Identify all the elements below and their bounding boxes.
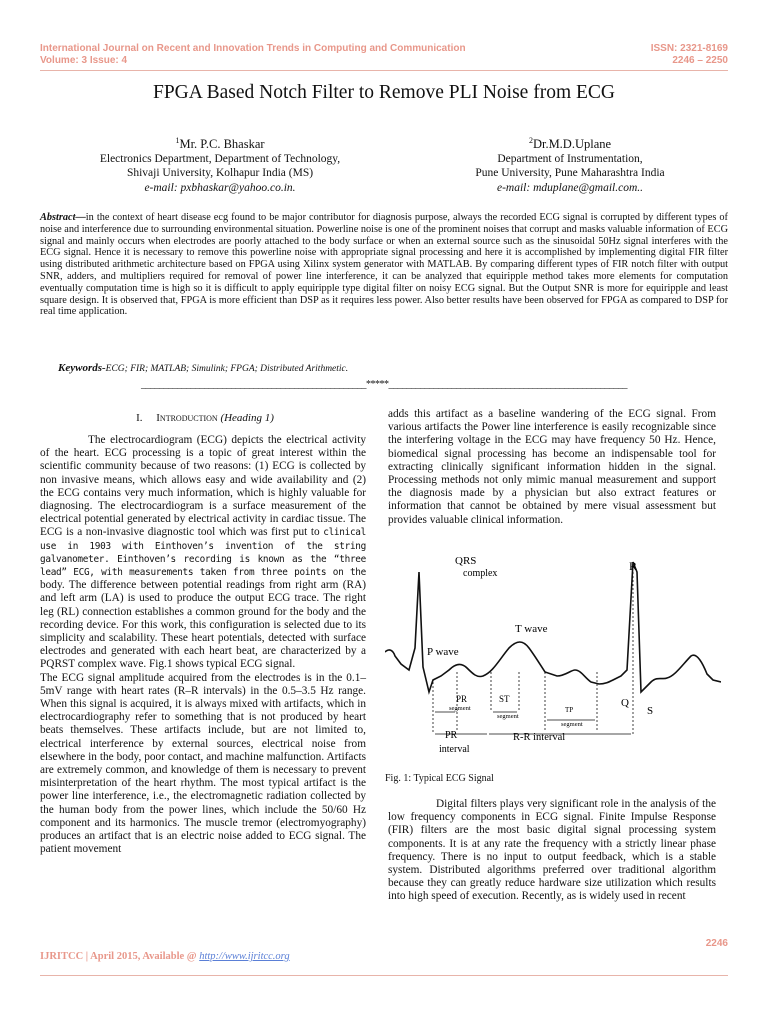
section-separator: __________________________________________________*****_____________________________________________________ [141, 379, 627, 390]
label-p-wave: P wave [427, 646, 459, 658]
right-column-bottom [388, 798, 716, 904]
abstract-label: Abstract— [40, 212, 86, 223]
label-qrs-complex: complex [463, 568, 498, 579]
heading-note: (Heading 1) [220, 412, 274, 424]
intro-paragraph-2: The ECG signal amplitude acquired from the electrodes is in the 0.1–5mV range with heart rates (R–R intervals) in the 0.5–3.5 Hz range. When this signal is acquired, it is always mixed with artifacts, which in electrocardiography refer to something that is not produced by heart beats themselves. These artifacts include, but are not limited to, electrical interference by external sources, electrical noise from elsewhere in the body, poor contact, and machine malfunction. Artifacts are extremely common, and knowledge of them is necessary to prevent misinterpretation of the heart rhythm. The most typical artifact is the power line interference, i.e., the electromagnetic radiation collected by the human body from the power lines, which include the 50/60 Hz component and its harmonics. The muscle tremor (electromyography) produces an artifact that is an electric noise added to ECG signal. The patient movement [40, 671, 366, 856]
author-1-sup: 1 [175, 136, 180, 145]
author-2-affil-1: Department of Instrumentation, [497, 152, 643, 165]
right-column-top [388, 408, 716, 527]
label-tp-segment-2: segment [561, 721, 583, 728]
label-pr-interval-2: interval [439, 744, 470, 755]
section-heading [40, 412, 370, 424]
journal-name: International Journal on Recent and Innovation Trends in Computing and Communication [40, 43, 466, 54]
intro-text-a: The electrocardiogram (ECG) depicts the electrical activity of the heart. ECG processing is a topic of great interest within the scientific community because of two reasons: (1) ECG is collected by non invasive means, which allows easy and wide availability and (2) the ECG contains very much information, which is highly valuable for diagnosing. The electrocardiogram is a surface measurement of the electrical potential generated by electrical activity in cardiac tissue. The ECG is a non-invasive diagnostic tool which was first put to [40, 434, 366, 539]
journal-volume: Volume: 3 Issue: 4 [40, 55, 128, 66]
label-rr-interval: R-R interval [513, 732, 566, 743]
abstract [40, 212, 728, 318]
footer-link[interactable]: http://www.ijritcc.org [199, 951, 290, 962]
intro-paragraph-1 [40, 434, 366, 672]
label-pr-interval: PR [445, 730, 458, 741]
author-1-affil-2: Shivaji University, Kolhapur India (MS) [126, 167, 314, 180]
page-range: 2246 – 2250 [672, 55, 728, 66]
heading-text: Introduction [156, 412, 218, 424]
intro-text-mono: clinical use in 1903 with Einthoven’s invention of the string galvanometer. Einthoven’s recording is known as the “three lead” ECG, with measurements taken from three points on the [40, 527, 366, 579]
footer-text: IJRITCC | April 2015, Available @ [40, 951, 200, 962]
label-qrs: QRS [455, 555, 477, 567]
heading-number: I. [136, 412, 143, 424]
abstract-text: in the context of heart disease ecg found to be major contributor for diagnosis purpose, always the recorded ECG signal is corrupted by different types of noise and interference due to surrounding environmental situation. Powerline noise is one of the prominent noises that corrupt and masks valuable information of ECG signal and mainly occurs when electrodes are poorly attached to the body surface or when an external source such as the sinusoidal 50Hz signal interferes with the ECG signal. Hence it is necessary to remove this powerline noise with appropriate signal processing and here it is accomplished by implementing digital FIR filter using distributed arithmetic architecture based on FPGA using Xilinx system generator with MATLAB. By comparing different types of FIR notch filter with output SNR, adders, and multipliers required for removal of power line interference, it can be analyzed that equiripple method takes more elements for computation eventually computation time is high so it is difficult to apply equiripple type digital filter on noisy ECG signal. But the Output SNR is more for equiripple and least square design. It is observed that, FPGA is more efficient than DSP as it requires less power. Also better results have been observed for FPGA as compared to DSP for real time application. [40, 212, 729, 318]
footer [40, 951, 290, 962]
author-1 [60, 134, 380, 195]
label-tp-segment: TP [565, 706, 574, 714]
header-rule [40, 70, 728, 71]
author-2-email[interactable]: e-mail: mduplane@gmail.com.. [497, 181, 643, 194]
author-2-affil-2: Pune University, Pune Maharashtra India [475, 167, 665, 180]
issn-block [651, 43, 728, 67]
right-paragraph-1: adds this artifact as a baseline wandering of the ECG signal. From various artifacts the Power line interference is easily recognizable since the interfering voltage in the ECG may have frequency 50 Hz. Hence, biomedical signal processing has become an indispensable tool for extracting clinically significant information hidden in the signal. Processing methods not only mimic manual measurement and support the diagnosis made by a physician but also extract features or information that cannot be obtained by mere visual assessment but provides valuable clinical information. [388, 408, 716, 526]
label-s: S [647, 705, 654, 717]
label-q: Q [621, 697, 629, 709]
author-2-sup: 2 [528, 136, 533, 145]
paper-title: FPGA Based Notch Filter to Remove PLI Noise from ECG [152, 82, 615, 103]
right-paragraph-2: Digital filters plays very significant role in the analysis of the low frequency components in ECG signal. Finite Impulse Response (FIR) filters are the most basic digital signal processing system components. It is at any rate the frequency with a strictly linear phase frequency. There is no input to output feedback, which is a stable system. Distributed algorithms preferred over traditional algorithm because they can greatly reduce hardware size utilization which results into high speed of execution. Recently, as is widely used in recent [388, 798, 716, 903]
label-t-wave: T wave [515, 623, 548, 635]
author-2 [410, 134, 730, 195]
author-1-affil-1: Electronics Department, Department of Technology, [99, 152, 341, 165]
keywords-text: ECG; FIR; MATLAB; Simulink; FPGA; Distributed Arithmetic. [105, 364, 349, 374]
label-pr-segment-2: segment [449, 705, 471, 712]
label-st-segment: ST [499, 694, 510, 704]
issn: ISSN: 2321-8169 [650, 43, 728, 54]
label-pr-segment: PR [456, 694, 468, 704]
page-number: 2246 [705, 938, 728, 949]
label-st-segment-2: segment [497, 713, 519, 720]
author-1-email[interactable]: e-mail: pxbhaskar@yahoo.co.in. [144, 181, 296, 194]
journal-header [40, 43, 466, 67]
figure-caption: Fig. 1: Typical ECG Signal [385, 773, 494, 784]
label-r: R [629, 559, 638, 573]
keywords [58, 362, 348, 374]
keywords-label: Keywords- [58, 362, 106, 374]
footer-rule [40, 975, 728, 976]
author-2-name: Dr.M.D.Uplane [532, 137, 612, 152]
intro-text-b: body. The difference between potential readings from right arm (RA) and left arm (LA) is used to produce the output ECG trace. The right leg (RL) connection establishes a common ground for the body and the recording device. For this work, this configuration is selected due to its simplicity and scalability. These heart potentials, detected with surface electrodes and generated with each heart beat, are characterized by a PQRST complex wave. Fig.1 shows typical ECG signal. [40, 579, 366, 671]
ecg-figure [385, 552, 721, 762]
author-1-name: Mr. P.C. Bhaskar [179, 137, 265, 152]
left-column [40, 434, 366, 857]
